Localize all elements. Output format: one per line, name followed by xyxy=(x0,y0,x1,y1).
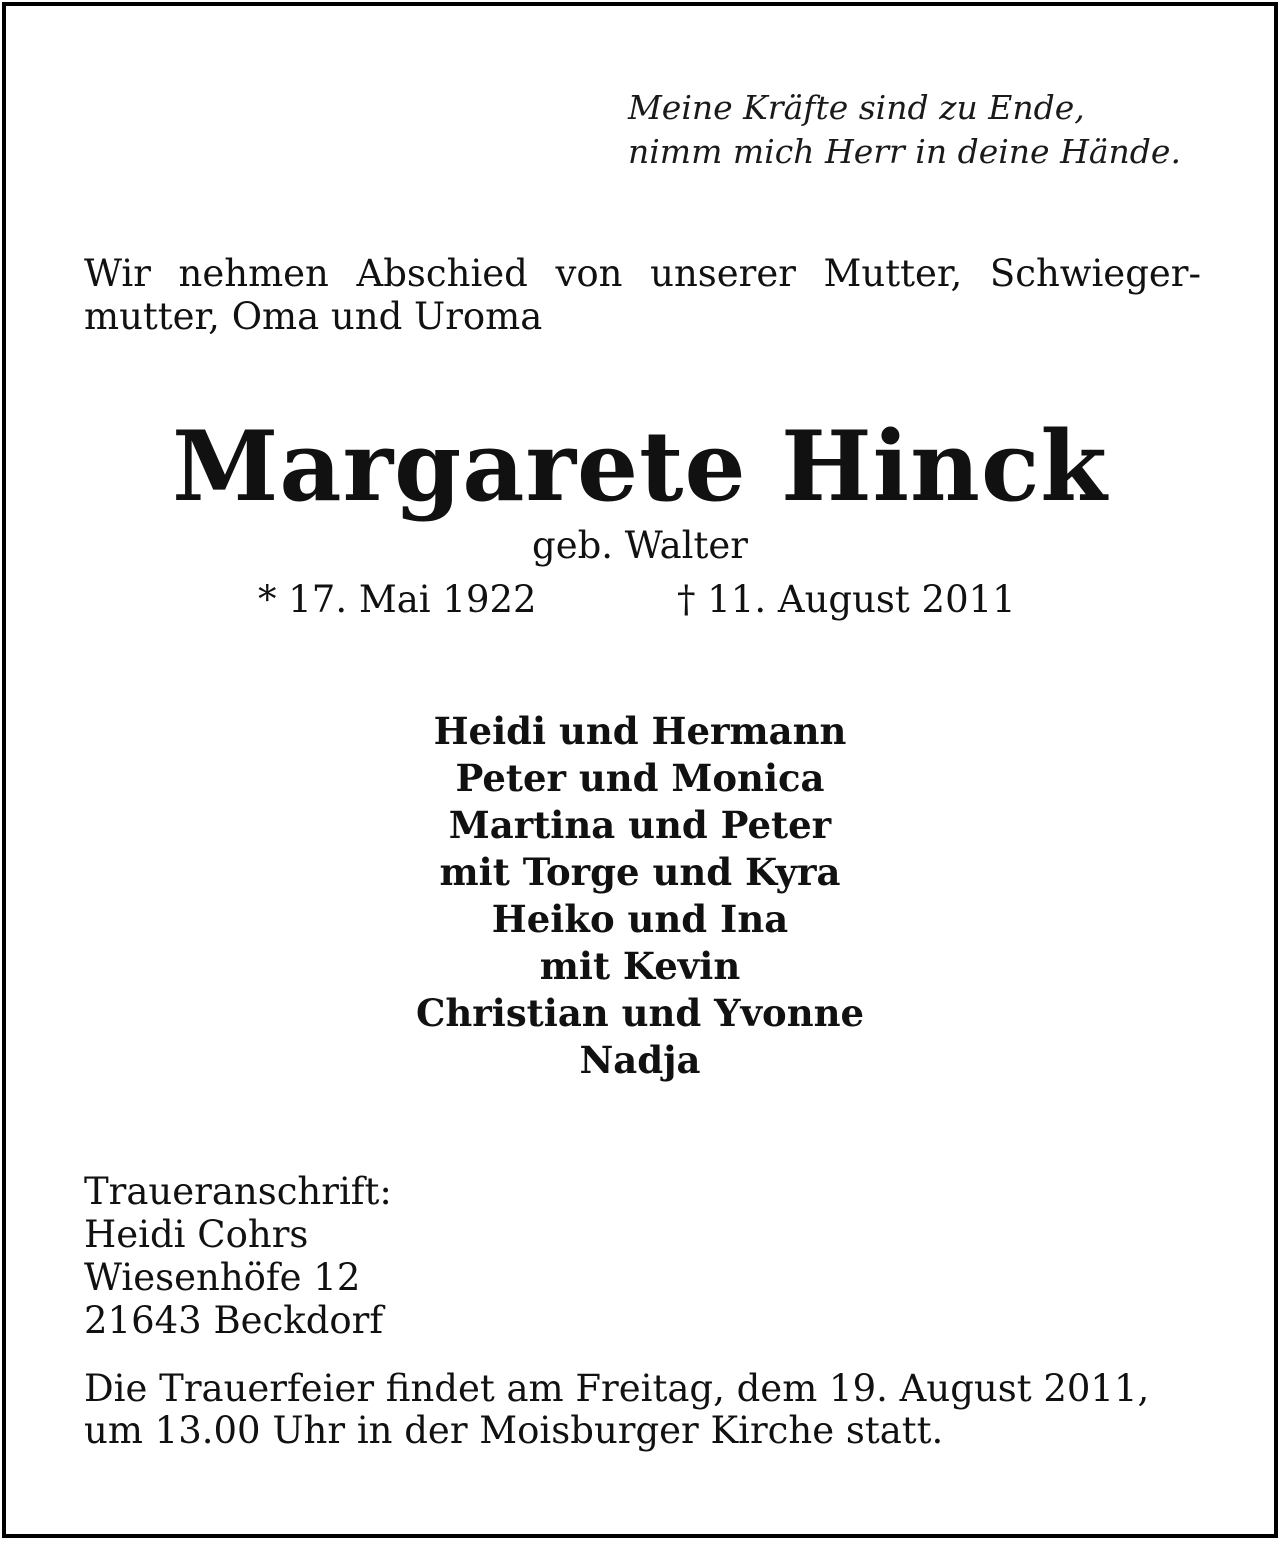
intro-word: Mutter, xyxy=(823,252,963,295)
birth-date: * 17. Mai 1922 xyxy=(258,578,537,621)
epigraph-quote xyxy=(628,86,1228,174)
intro-paragraph xyxy=(84,252,1201,338)
address-name: Heidi Cohrs xyxy=(84,1213,309,1256)
address-street: Wiesenhöfe 12 xyxy=(84,1256,361,1299)
intro-word: Abschied xyxy=(356,252,528,295)
deceased-name: Margarete Hinck xyxy=(172,410,1108,523)
mourner-line: Heiko und Ina xyxy=(491,897,789,941)
mourner-line: Heidi und Hermann xyxy=(433,709,847,753)
intro-word: von xyxy=(555,252,623,295)
intro-word: unserer xyxy=(650,252,796,295)
intro-line-2: mutter, Oma und Uroma xyxy=(84,295,543,338)
service-line-1: Die Trauerfeier findet am Freitag, dem 19. August 2011, xyxy=(84,1367,1150,1410)
address-label: Traueranschrift: xyxy=(84,1170,392,1213)
quote-line-1: Meine Kräfte sind zu Ende, xyxy=(628,88,1085,127)
service-line-2: um 13.00 Uhr in der Moisburger Kirche statt. xyxy=(84,1409,944,1452)
quote-line-2: nimm mich Herr in deine Hände. xyxy=(628,132,1181,171)
mourner-line: mit Kevin xyxy=(539,944,741,988)
birth-name: geb. Walter xyxy=(532,524,748,567)
mourner-line: Martina und Peter xyxy=(448,803,832,847)
intro-word: nehmen xyxy=(178,252,329,295)
address-city: 21643 Beckdorf xyxy=(84,1299,384,1342)
mourner-line: Peter und Monica xyxy=(455,756,825,800)
funeral-service-notice xyxy=(84,1368,1224,1452)
intro-word: Schwieger- xyxy=(989,252,1201,295)
mourner-line: Christian und Yvonne xyxy=(415,991,865,1035)
intro-line-1 xyxy=(84,252,1201,295)
mourner-line: Nadja xyxy=(579,1038,701,1082)
mourner-line: mit Torge und Kyra xyxy=(439,850,841,894)
death-date: † 11. August 2011 xyxy=(677,578,1016,621)
mourning-address xyxy=(84,1170,784,1342)
intro-word: Wir xyxy=(84,252,151,295)
mourners-list xyxy=(0,708,1280,1084)
